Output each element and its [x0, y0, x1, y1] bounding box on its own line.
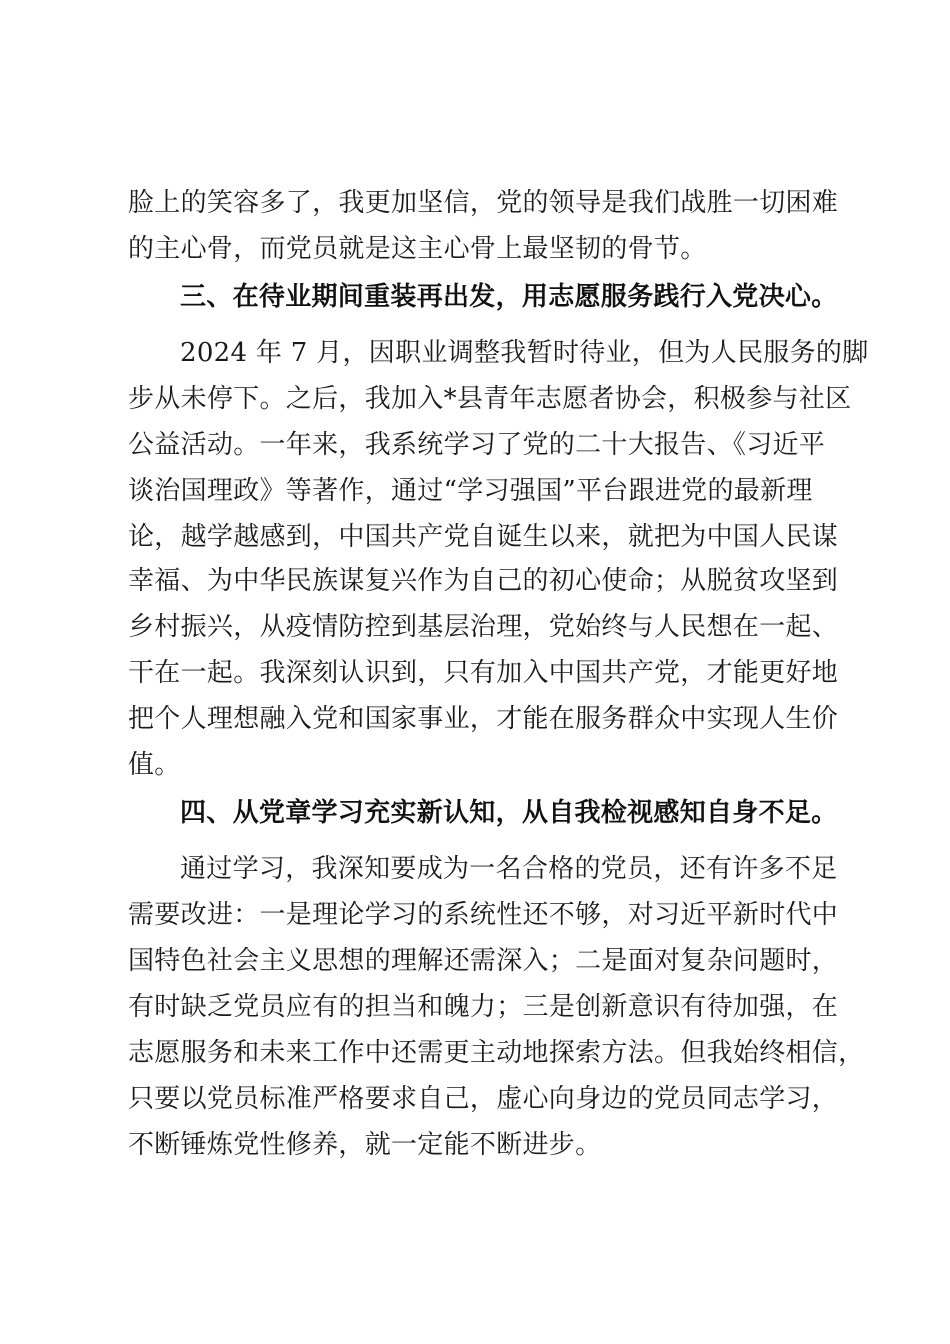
paragraph-line: 步从未停下。之后，我加入*县青年志愿者协会，积极参与社区: [128, 384, 852, 414]
paragraph-line: 干在一起。我深刻认识到，只有加入中国共产党，才能更好地: [128, 658, 839, 688]
paragraph-line: 把个人理想融入党和国家事业，才能在服务群众中实现人生价: [128, 704, 839, 734]
paragraph-line: 有时缺乏党员应有的担当和魄力；三是创新意识有待加强，在: [128, 992, 839, 1022]
paragraph-line: 通过学习，我深知要成为一名合格的党员，还有许多不足: [180, 854, 838, 884]
paragraph-line: 的主心骨，而党员就是这主心骨上最坚韧的骨节。: [128, 234, 707, 264]
paragraph-line: 谈治国理政》等著作，通过“学习强国”平台跟进党的最新理: [128, 476, 813, 506]
section-heading-4: 四、从党章学习充实新认知，从自我检视感知自身不足。: [180, 798, 838, 828]
paragraph-line: 乡村振兴，从疫情防控到基层治理，党始终与人民想在一起、: [128, 612, 839, 642]
paragraph-line: 不断锤炼党性修养，就一定能不断进步。: [128, 1130, 602, 1160]
paragraph-line: 论，越学越感到，中国共产党自诞生以来，就把为中国人民谋: [128, 522, 839, 552]
section-heading-3: 三、在待业期间重装再出发，用志愿服务践行入党决心。: [180, 282, 838, 312]
paragraph-line: 值。: [128, 750, 181, 780]
paragraph-line: 脸上的笑容多了，我更加坚信，党的领导是我们战胜一切困难: [128, 188, 839, 218]
paragraph-line: 只要以党员标准严格要求自己，虚心向身边的党员同志学习，: [128, 1084, 839, 1114]
paragraph-line: 志愿服务和未来工作中还需更主动地探索方法。但我始终相信，: [128, 1038, 865, 1068]
paragraph-line: 公益活动。一年来，我系统学习了党的二十大报告、《习近平: [128, 430, 826, 460]
paragraph-line: 国特色社会主义思想的理解还需深入；二是面对复杂问题时，: [128, 946, 839, 976]
paragraph-line: 幸福、为中华民族谋复兴作为自己的初心使命；从脱贫攻坚到: [128, 566, 839, 596]
paragraph-line: 需要改进：一是理论学习的系统性还不够，对习近平新时代中: [128, 900, 839, 930]
paragraph-line: 2024 年 7 月，因职业调整我暂时待业，但为人民服务的脚: [180, 338, 869, 368]
